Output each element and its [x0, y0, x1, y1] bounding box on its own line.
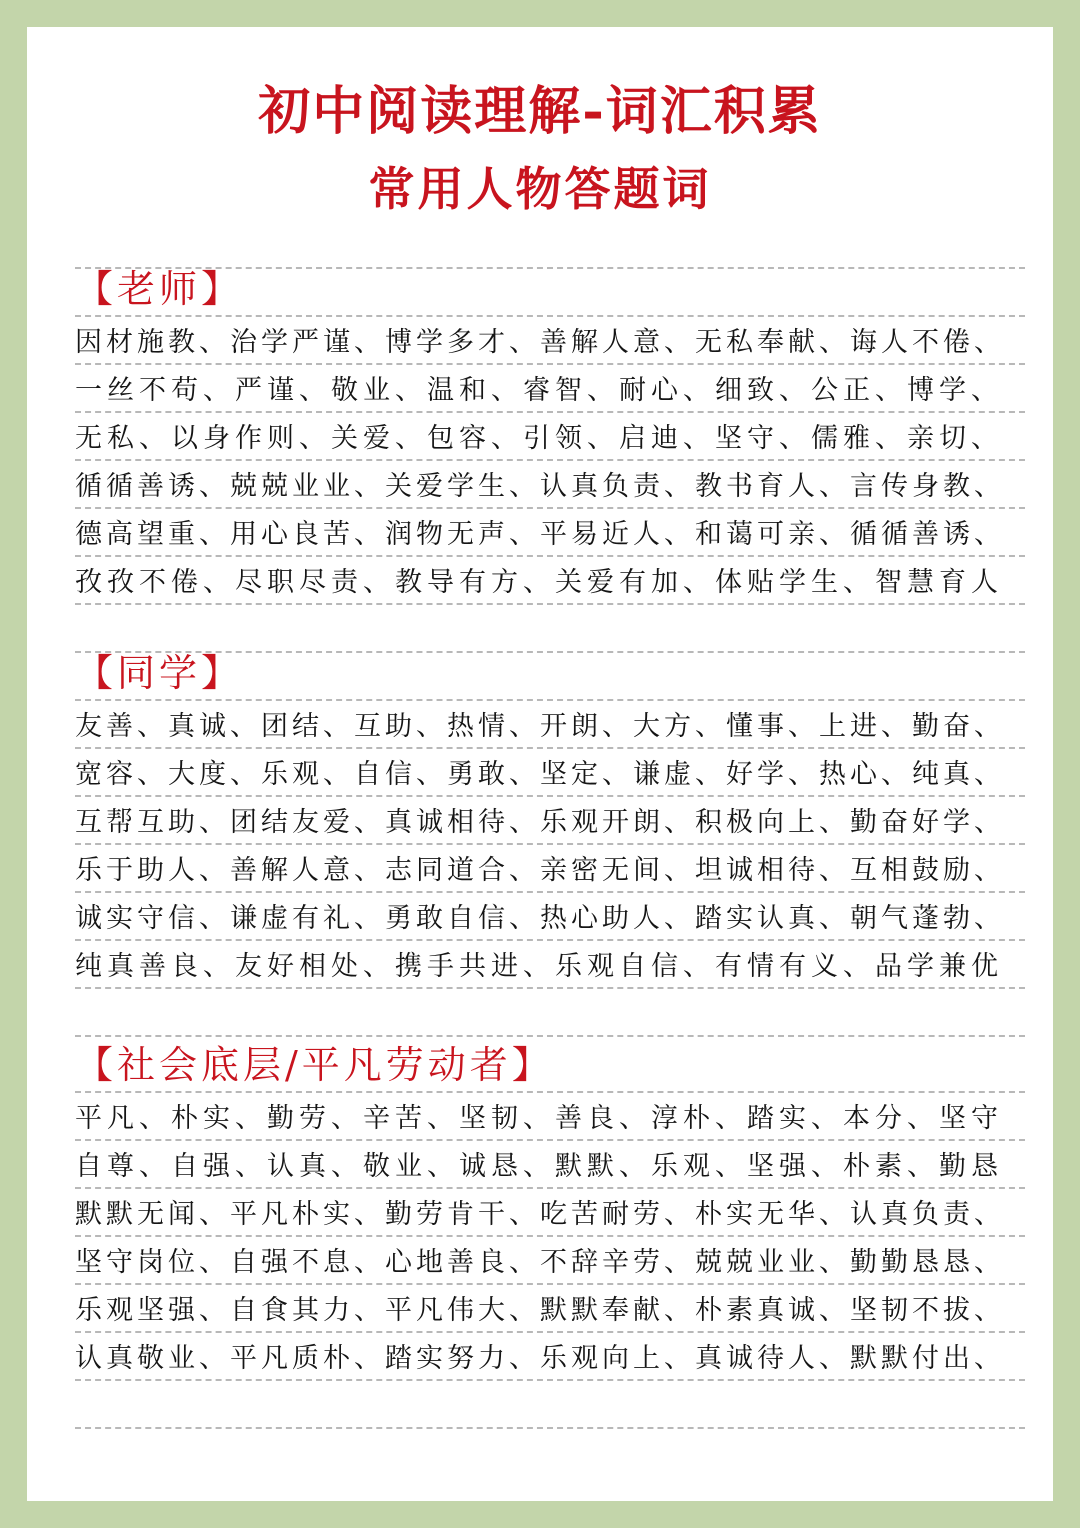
section-heading-classmate [75, 653, 1025, 701]
section-heading-teacher [75, 269, 1025, 317]
vocab-line: 因材施教、治学严谨、博学多才、善解人意、无私奉献、诲人不倦、 [75, 317, 1025, 365]
vocab-line: 孜孜不倦、尽职尽责、教导有方、关爱有加、体贴学生、智慧育人 [75, 557, 1025, 605]
vocab-line: 一丝不苟、严谨、敬业、温和、睿智、耐心、细致、公正、博学、 [75, 365, 1025, 413]
vocab-line: 乐于助人、善解人意、志同道合、亲密无间、坦诚相待、互相鼓励、 [75, 845, 1025, 893]
blank-ruled-line [75, 1381, 1025, 1429]
section-heading-text: 【社会底层/平凡劳动者】 [75, 1043, 554, 1087]
vocab-line: 诚实守信、谦虚有礼、勇敢自信、热心助人、踏实认真、朝气蓬勃、 [75, 893, 1025, 941]
worksheet-page [27, 27, 1053, 1501]
vocab-line: 无私、以身作则、关爱、包容、引领、启迪、坚守、儒雅、亲切、 [75, 413, 1025, 461]
vocab-line: 平凡、朴实、勤劳、辛苦、坚韧、善良、淳朴、踏实、本分、坚守 [75, 1093, 1025, 1141]
page-title: 初中阅读理解-词汇积累 [258, 81, 822, 142]
vocab-line: 乐观坚强、自食其力、平凡伟大、默默奉献、朴素真诚、坚韧不拔、 [75, 1285, 1025, 1333]
vocab-line: 纯真善良、友好相处、携手共进、乐观自信、有情有义、品学兼优 [75, 941, 1025, 989]
vocab-line: 互帮互助、团结友爱、真诚相待、乐观开朗、积极向上、勤奋好学、 [75, 797, 1025, 845]
section-heading-text: 【老师】 [75, 267, 244, 311]
vocab-line: 宽容、大度、乐观、自信、勇敢、坚定、谦虚、好学、热心、纯真、 [75, 749, 1025, 797]
vocab-line: 德高望重、用心良苦、润物无声、平易近人、和蔼可亲、循循善诱、 [75, 509, 1025, 557]
vocab-line: 友善、真诚、团结、互助、热情、开朗、大方、懂事、上进、勤奋、 [75, 701, 1025, 749]
section-heading-text: 【同学】 [75, 651, 244, 695]
blank-ruled-line [75, 989, 1025, 1037]
vocab-line: 自尊、自强、认真、敬业、诚恳、默默、乐观、坚强、朴素、勤恳 [75, 1141, 1025, 1189]
vocab-line: 循循善诱、兢兢业业、关爱学生、认真负责、教书育人、言传身教、 [75, 461, 1025, 509]
page-subtitle: 常用人物答题词 [368, 162, 712, 216]
vocab-line: 认真敬业、平凡质朴、踏实努力、乐观向上、真诚待人、默默付出、 [75, 1333, 1025, 1381]
vocab-line: 坚守岗位、自强不息、心地善良、不辞辛劳、兢兢业业、勤勤恳恳、 [75, 1237, 1025, 1285]
section-heading-workers [75, 1045, 1025, 1093]
vocab-line: 默默无闻、平凡朴实、勤劳肯干、吃苦耐劳、朴实无华、认真负责、 [75, 1189, 1025, 1237]
